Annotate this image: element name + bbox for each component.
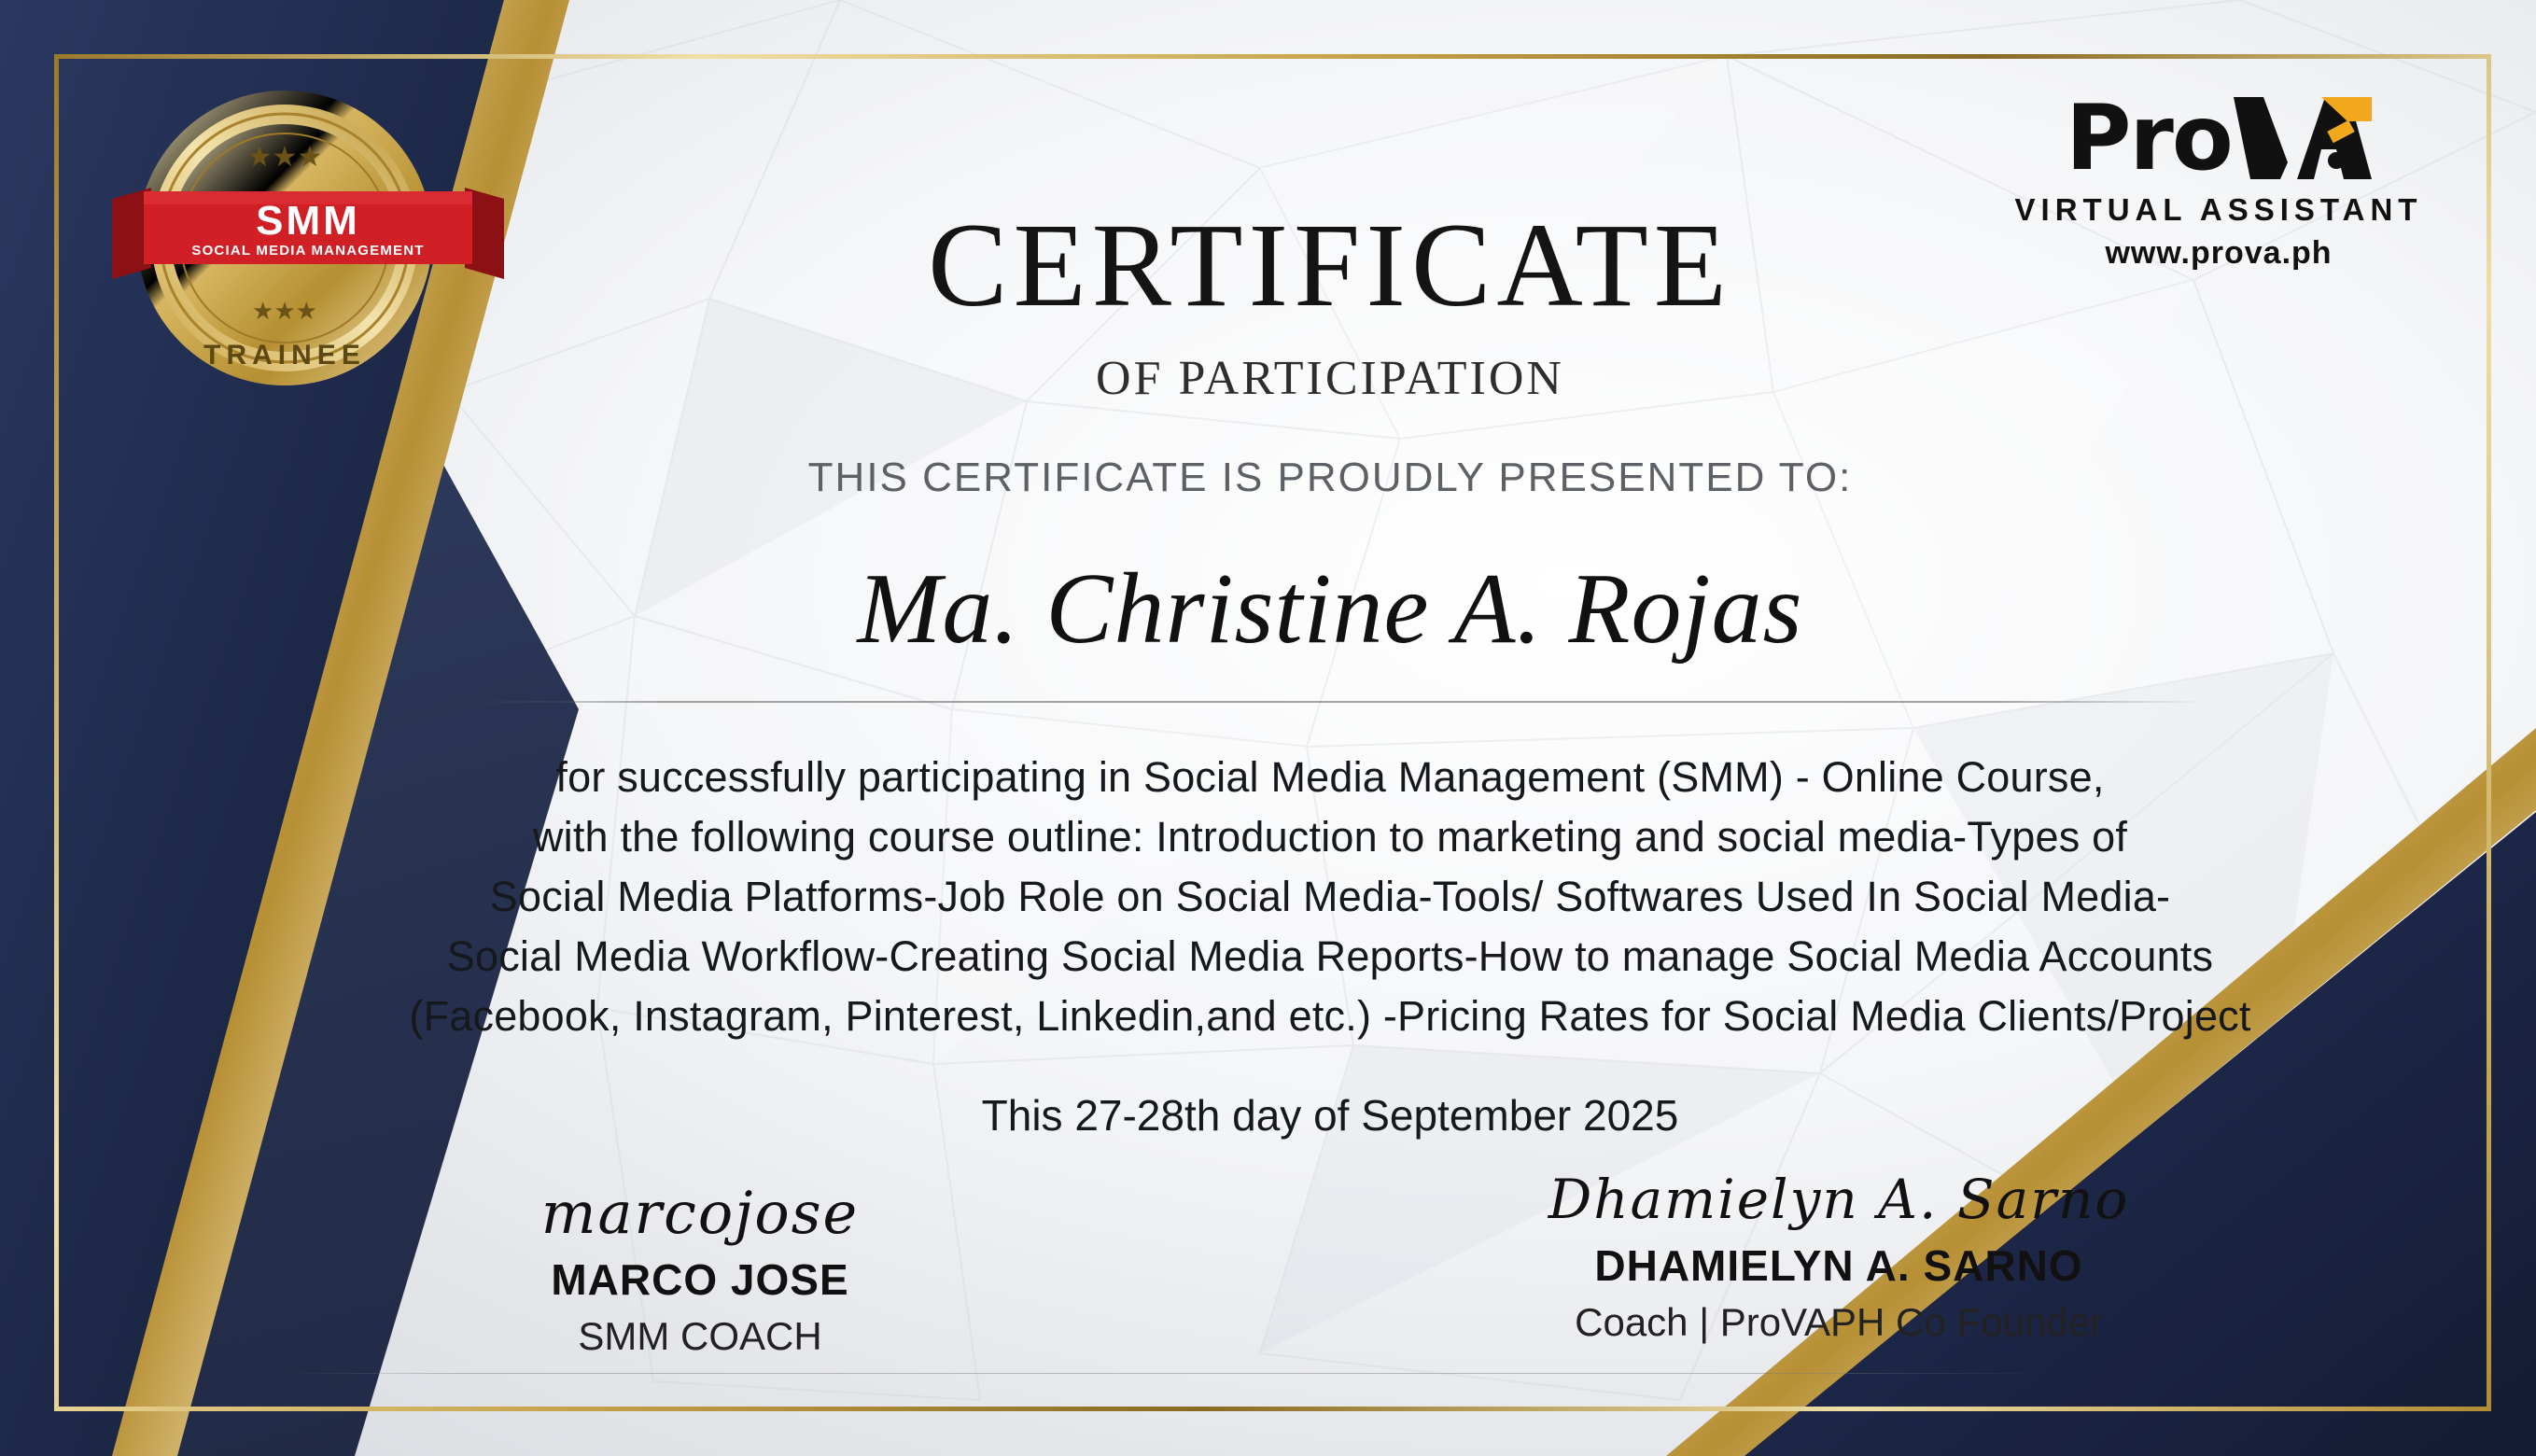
certificate-body <box>280 748 2380 1045</box>
logo-website: www.prova.ph <box>2105 235 2333 271</box>
seal-stars-bottom: ★★★ <box>252 298 317 326</box>
certificate-date: This 27-28th day of September 2025 <box>981 1091 1679 1141</box>
ribbon-subtitle: SOCIAL MEDIA MANAGEMENT <box>191 243 425 259</box>
seal-stars-top: ★★★ <box>246 141 323 174</box>
signatory-name-right: DHAMIELYN A. SARNO <box>1594 1241 2083 1290</box>
signature-script-right: Dhamielyn A. Sarno <box>1548 1168 2130 1231</box>
body-line: Social Media Platforms-Job Role on Social Media-Tools/ Softwares Used In Social Media- <box>489 872 2171 920</box>
recipient-name: Ma. Christine A. Rojas <box>857 553 1803 665</box>
logo-tagline: VIRTUAL ASSISTANT <box>2014 192 2423 227</box>
footer-divider <box>280 1373 2053 1374</box>
signatory-role-left: SMM COACH <box>578 1314 822 1358</box>
ribbon-title: SMM <box>256 198 360 244</box>
logo-text-pro: Pro <box>2066 86 2232 190</box>
certificate-content <box>280 0 2380 1141</box>
body-line: (Facebook, Instagram, Pinterest, Linkedin,and etc.) -Pricing Rates for Social Media Clients/Project <box>409 991 2251 1040</box>
body-line: for successfully participating in Social Media Management (SMM) - Online Course, <box>555 753 2105 801</box>
signatory-name-left: MARCO JOSE <box>551 1255 849 1304</box>
body-line: with the following course outline: Introduction to marketing and social media-Types of <box>532 812 2128 861</box>
signature-block-right <box>1456 1162 2221 1345</box>
divider-rule <box>453 701 2207 703</box>
certificate-title: CERTIFICATE <box>928 199 1732 331</box>
signatory-role-right: Coach | ProVAPH Co Founder <box>1575 1300 2103 1344</box>
seal-bottom-label: TRAINEE <box>203 340 366 371</box>
signature-block-left <box>401 1176 999 1359</box>
certificate-subtitle: OF PARTICIPATION <box>1096 352 1564 405</box>
body-line: Social Media Workflow-Creating Social Media Reports-How to manage Social Media Accounts <box>446 931 2214 980</box>
presented-to-label: THIS CERTIFICATE IS PROUDLY PRESENTED TO: <box>807 455 1853 500</box>
signature-script-left: marcojose <box>540 1179 860 1247</box>
